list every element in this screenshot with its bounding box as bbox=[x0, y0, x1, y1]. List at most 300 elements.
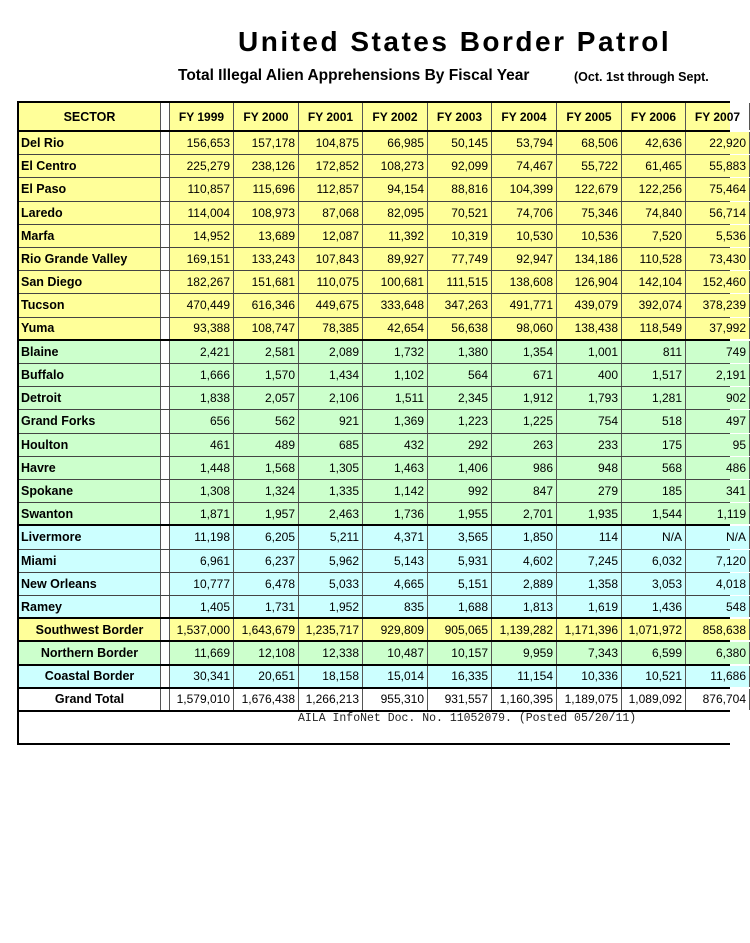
total-row bbox=[19, 619, 746, 642]
value-cell: 568 bbox=[622, 457, 686, 479]
value-cell: 10,521 bbox=[622, 666, 686, 687]
value-cell: 114 bbox=[557, 526, 622, 548]
value-cell: 1,380 bbox=[428, 341, 492, 363]
date-range-note: (Oct. 1st through Sept. bbox=[574, 70, 709, 84]
value-cell: 1,666 bbox=[170, 364, 234, 386]
value-cell: 876,704 bbox=[686, 689, 750, 710]
value-cell: 1,957 bbox=[234, 503, 299, 524]
value-cell: 1,335 bbox=[299, 480, 363, 502]
value-cell: 7,520 bbox=[622, 225, 686, 247]
value-cell: 53,794 bbox=[492, 132, 557, 154]
value-cell: 142,104 bbox=[622, 271, 686, 293]
value-cell: 439,079 bbox=[557, 294, 622, 316]
value-cell: 11,154 bbox=[492, 666, 557, 687]
value-cell: 1,619 bbox=[557, 596, 622, 617]
column-gap bbox=[161, 225, 170, 247]
value-cell: 10,536 bbox=[557, 225, 622, 247]
value-cell: 152,460 bbox=[686, 271, 750, 293]
column-gap bbox=[161, 155, 170, 177]
value-cell: 6,599 bbox=[622, 642, 686, 663]
value-cell: 77,749 bbox=[428, 248, 492, 270]
value-cell: 656 bbox=[170, 410, 234, 432]
value-cell: 108,747 bbox=[234, 318, 299, 339]
value-cell: 2,701 bbox=[492, 503, 557, 524]
value-cell: 2,889 bbox=[492, 573, 557, 595]
value-cell: 56,638 bbox=[428, 318, 492, 339]
sector-row bbox=[19, 178, 746, 201]
value-cell: 94,154 bbox=[363, 178, 428, 200]
value-cell: 1,952 bbox=[299, 596, 363, 617]
value-cell: 88,816 bbox=[428, 178, 492, 200]
table-header-row bbox=[19, 103, 741, 132]
value-cell: 157,178 bbox=[234, 132, 299, 154]
value-cell: 10,319 bbox=[428, 225, 492, 247]
value-cell: 82,095 bbox=[363, 202, 428, 224]
sector-name: Buffalo bbox=[19, 364, 161, 386]
value-cell: 1,189,075 bbox=[557, 689, 622, 710]
value-cell: 100,681 bbox=[363, 271, 428, 293]
value-cell: 225,279 bbox=[170, 155, 234, 177]
value-cell: 5,033 bbox=[299, 573, 363, 595]
column-gap bbox=[161, 596, 170, 617]
value-cell: 10,777 bbox=[170, 573, 234, 595]
apprehensions-table bbox=[17, 101, 746, 745]
sector-row bbox=[19, 550, 746, 573]
value-cell: 42,636 bbox=[622, 132, 686, 154]
value-cell: 75,464 bbox=[686, 178, 750, 200]
value-cell: 11,392 bbox=[363, 225, 428, 247]
value-cell: 10,157 bbox=[428, 642, 492, 663]
value-cell: 1,838 bbox=[170, 387, 234, 409]
value-cell: 3,053 bbox=[622, 573, 686, 595]
value-cell: 497 bbox=[686, 410, 750, 432]
sector-row bbox=[19, 132, 746, 155]
value-cell: 671 bbox=[492, 364, 557, 386]
value-cell: 104,399 bbox=[492, 178, 557, 200]
value-cell: 66,985 bbox=[363, 132, 428, 154]
value-cell: 115,696 bbox=[234, 178, 299, 200]
sector-name: Grand Forks bbox=[19, 410, 161, 432]
total-row bbox=[19, 642, 746, 665]
value-cell: 87,068 bbox=[299, 202, 363, 224]
value-cell: 3,565 bbox=[428, 526, 492, 548]
sector-row bbox=[19, 155, 746, 178]
value-cell: 470,449 bbox=[170, 294, 234, 316]
sector-row bbox=[19, 225, 746, 248]
column-gap bbox=[161, 573, 170, 595]
value-cell: 400 bbox=[557, 364, 622, 386]
value-cell: 15,014 bbox=[363, 666, 428, 687]
total-label: Coastal Border bbox=[19, 666, 161, 687]
value-cell: 279 bbox=[557, 480, 622, 502]
value-cell: 1,570 bbox=[234, 364, 299, 386]
value-cell: 1,139,282 bbox=[492, 619, 557, 640]
value-cell: 1,281 bbox=[622, 387, 686, 409]
value-cell: 1,436 bbox=[622, 596, 686, 617]
sector-row bbox=[19, 596, 746, 619]
value-cell: 2,421 bbox=[170, 341, 234, 363]
sector-row bbox=[19, 480, 746, 503]
value-cell: 138,608 bbox=[492, 271, 557, 293]
value-cell: 5,962 bbox=[299, 550, 363, 572]
page-title: United States Border Patrol bbox=[238, 26, 672, 57]
sector-name: Miami bbox=[19, 550, 161, 572]
value-cell: 1,643,679 bbox=[234, 619, 299, 640]
value-cell: 1,160,395 bbox=[492, 689, 557, 710]
sector-name: Houlton bbox=[19, 434, 161, 456]
value-cell: 1,324 bbox=[234, 480, 299, 502]
value-cell: 749 bbox=[686, 341, 750, 363]
value-cell: 518 bbox=[622, 410, 686, 432]
value-cell: 114,004 bbox=[170, 202, 234, 224]
value-cell: 122,256 bbox=[622, 178, 686, 200]
value-cell: 341 bbox=[686, 480, 750, 502]
value-cell: 1,406 bbox=[428, 457, 492, 479]
value-cell: 74,467 bbox=[492, 155, 557, 177]
value-cell: 992 bbox=[428, 480, 492, 502]
year-header: FY 2000 bbox=[234, 103, 299, 130]
sector-row bbox=[19, 503, 746, 526]
value-cell: 489 bbox=[234, 434, 299, 456]
value-cell: 1,935 bbox=[557, 503, 622, 524]
column-gap bbox=[161, 457, 170, 479]
sector-name: San Diego bbox=[19, 271, 161, 293]
value-cell: 811 bbox=[622, 341, 686, 363]
value-cell: 1,354 bbox=[492, 341, 557, 363]
value-cell: 5,931 bbox=[428, 550, 492, 572]
column-gap bbox=[161, 178, 170, 200]
value-cell: 378,239 bbox=[686, 294, 750, 316]
value-cell: 10,530 bbox=[492, 225, 557, 247]
value-cell: 6,032 bbox=[622, 550, 686, 572]
value-cell: 42,654 bbox=[363, 318, 428, 339]
value-cell: 151,681 bbox=[234, 271, 299, 293]
value-cell: 1,235,717 bbox=[299, 619, 363, 640]
value-cell: 4,665 bbox=[363, 573, 428, 595]
value-cell: 14,952 bbox=[170, 225, 234, 247]
column-gap bbox=[161, 642, 170, 663]
value-cell: 1,369 bbox=[363, 410, 428, 432]
value-cell: 95 bbox=[686, 434, 750, 456]
value-cell: 847 bbox=[492, 480, 557, 502]
sector-name: Del Rio bbox=[19, 132, 161, 154]
sector-name: Marfa bbox=[19, 225, 161, 247]
value-cell: 548 bbox=[686, 596, 750, 617]
value-cell: 2,057 bbox=[234, 387, 299, 409]
value-cell: 1,676,438 bbox=[234, 689, 299, 710]
value-cell: 1,358 bbox=[557, 573, 622, 595]
value-cell: 108,273 bbox=[363, 155, 428, 177]
value-cell: 986 bbox=[492, 457, 557, 479]
value-cell: 1,511 bbox=[363, 387, 428, 409]
column-gap bbox=[161, 689, 170, 710]
value-cell: 133,243 bbox=[234, 248, 299, 270]
value-cell: 1,955 bbox=[428, 503, 492, 524]
value-cell: 1,568 bbox=[234, 457, 299, 479]
value-cell: 22,920 bbox=[686, 132, 750, 154]
value-cell: 1,119 bbox=[686, 503, 750, 524]
value-cell: 931,557 bbox=[428, 689, 492, 710]
value-cell: 449,675 bbox=[299, 294, 363, 316]
value-cell: 11,686 bbox=[686, 666, 750, 687]
column-gap bbox=[161, 480, 170, 502]
value-cell: 6,961 bbox=[170, 550, 234, 572]
value-cell: 921 bbox=[299, 410, 363, 432]
value-cell: 1,089,092 bbox=[622, 689, 686, 710]
sector-row bbox=[19, 410, 746, 433]
value-cell: 126,904 bbox=[557, 271, 622, 293]
value-cell: 10,487 bbox=[363, 642, 428, 663]
value-cell: 55,722 bbox=[557, 155, 622, 177]
value-cell: 70,521 bbox=[428, 202, 492, 224]
total-label: Grand Total bbox=[19, 689, 161, 710]
column-gap bbox=[161, 550, 170, 572]
value-cell: 1,736 bbox=[363, 503, 428, 524]
value-cell: 858,638 bbox=[686, 619, 750, 640]
value-cell: 73,430 bbox=[686, 248, 750, 270]
value-cell: 564 bbox=[428, 364, 492, 386]
value-cell: 107,843 bbox=[299, 248, 363, 270]
value-cell: 754 bbox=[557, 410, 622, 432]
value-cell: 13,689 bbox=[234, 225, 299, 247]
value-cell: 68,506 bbox=[557, 132, 622, 154]
value-cell: 118,549 bbox=[622, 318, 686, 339]
value-cell: 4,602 bbox=[492, 550, 557, 572]
year-header: FY 2007 bbox=[686, 103, 750, 130]
value-cell: 929,809 bbox=[363, 619, 428, 640]
sector-row bbox=[19, 364, 746, 387]
value-cell: 104,875 bbox=[299, 132, 363, 154]
sector-name: Swanton bbox=[19, 503, 161, 524]
year-header: FY 2004 bbox=[492, 103, 557, 130]
value-cell: 74,706 bbox=[492, 202, 557, 224]
value-cell: 98,060 bbox=[492, 318, 557, 339]
value-cell: 5,211 bbox=[299, 526, 363, 548]
sector-row bbox=[19, 573, 746, 596]
column-gap bbox=[161, 341, 170, 363]
value-cell: 5,536 bbox=[686, 225, 750, 247]
value-cell: 1,142 bbox=[363, 480, 428, 502]
sector-row bbox=[19, 457, 746, 480]
value-cell: 2,345 bbox=[428, 387, 492, 409]
value-cell: 89,927 bbox=[363, 248, 428, 270]
value-cell: 1,871 bbox=[170, 503, 234, 524]
value-cell: 110,075 bbox=[299, 271, 363, 293]
sector-header: SECTOR bbox=[19, 103, 161, 130]
column-gap bbox=[161, 103, 170, 130]
value-cell: 292 bbox=[428, 434, 492, 456]
column-gap bbox=[161, 526, 170, 548]
value-cell: 9,959 bbox=[492, 642, 557, 663]
column-gap bbox=[161, 434, 170, 456]
value-cell: 263 bbox=[492, 434, 557, 456]
value-cell: 948 bbox=[557, 457, 622, 479]
value-cell: 1,731 bbox=[234, 596, 299, 617]
column-gap bbox=[161, 410, 170, 432]
sector-name: El Paso bbox=[19, 178, 161, 200]
value-cell: 562 bbox=[234, 410, 299, 432]
value-cell: 108,973 bbox=[234, 202, 299, 224]
value-cell: 1,463 bbox=[363, 457, 428, 479]
sector-name: Detroit bbox=[19, 387, 161, 409]
value-cell: 61,465 bbox=[622, 155, 686, 177]
column-gap bbox=[161, 132, 170, 154]
value-cell: 122,679 bbox=[557, 178, 622, 200]
value-cell: 1,405 bbox=[170, 596, 234, 617]
sector-row bbox=[19, 526, 746, 549]
value-cell: 7,343 bbox=[557, 642, 622, 663]
value-cell: 6,380 bbox=[686, 642, 750, 663]
value-cell: 138,438 bbox=[557, 318, 622, 339]
total-row bbox=[19, 689, 746, 712]
value-cell: 5,151 bbox=[428, 573, 492, 595]
value-cell: 110,528 bbox=[622, 248, 686, 270]
value-cell: 1,171,396 bbox=[557, 619, 622, 640]
column-gap bbox=[161, 294, 170, 316]
column-gap bbox=[161, 503, 170, 524]
value-cell: 12,087 bbox=[299, 225, 363, 247]
value-cell: 134,186 bbox=[557, 248, 622, 270]
value-cell: 6,237 bbox=[234, 550, 299, 572]
value-cell: 1,517 bbox=[622, 364, 686, 386]
column-gap bbox=[161, 666, 170, 687]
value-cell: 2,106 bbox=[299, 387, 363, 409]
value-cell: 1,102 bbox=[363, 364, 428, 386]
value-cell: 74,840 bbox=[622, 202, 686, 224]
value-cell: 347,263 bbox=[428, 294, 492, 316]
value-cell: 10,336 bbox=[557, 666, 622, 687]
sector-name: Tucson bbox=[19, 294, 161, 316]
year-header: FY 2005 bbox=[557, 103, 622, 130]
value-cell: 1,448 bbox=[170, 457, 234, 479]
sector-name: El Centro bbox=[19, 155, 161, 177]
total-label: Northern Border bbox=[19, 642, 161, 663]
value-cell: 2,191 bbox=[686, 364, 750, 386]
value-cell: 461 bbox=[170, 434, 234, 456]
value-cell: N/A bbox=[622, 526, 686, 548]
value-cell: 50,145 bbox=[428, 132, 492, 154]
value-cell: 92,099 bbox=[428, 155, 492, 177]
value-cell: 1,813 bbox=[492, 596, 557, 617]
column-gap bbox=[161, 364, 170, 386]
column-gap bbox=[161, 271, 170, 293]
value-cell: 111,515 bbox=[428, 271, 492, 293]
column-gap bbox=[161, 619, 170, 640]
sector-row bbox=[19, 318, 746, 341]
year-header: FY 2001 bbox=[299, 103, 363, 130]
total-label: Southwest Border bbox=[19, 619, 161, 640]
value-cell: 156,653 bbox=[170, 132, 234, 154]
sector-name: Yuma bbox=[19, 318, 161, 339]
value-cell: 1,308 bbox=[170, 480, 234, 502]
value-cell: 1,305 bbox=[299, 457, 363, 479]
value-cell: 175 bbox=[622, 434, 686, 456]
sector-row bbox=[19, 434, 746, 457]
value-cell: 902 bbox=[686, 387, 750, 409]
column-gap bbox=[161, 387, 170, 409]
value-cell: 7,245 bbox=[557, 550, 622, 572]
value-cell: 1,732 bbox=[363, 341, 428, 363]
value-cell: 333,648 bbox=[363, 294, 428, 316]
value-cell: 4,371 bbox=[363, 526, 428, 548]
year-header: FY 2003 bbox=[428, 103, 492, 130]
value-cell: 233 bbox=[557, 434, 622, 456]
value-cell: 182,267 bbox=[170, 271, 234, 293]
value-cell: 55,883 bbox=[686, 155, 750, 177]
page-subtitle: Total Illegal Alien Apprehensions By Fiscal Year bbox=[178, 67, 530, 84]
value-cell: 11,198 bbox=[170, 526, 234, 548]
value-cell: 4,018 bbox=[686, 573, 750, 595]
value-cell: 93,388 bbox=[170, 318, 234, 339]
sector-name: New Orleans bbox=[19, 573, 161, 595]
value-cell: 18,158 bbox=[299, 666, 363, 687]
value-cell: 1,544 bbox=[622, 503, 686, 524]
value-cell: 238,126 bbox=[234, 155, 299, 177]
value-cell: 56,714 bbox=[686, 202, 750, 224]
value-cell: 491,771 bbox=[492, 294, 557, 316]
value-cell: 30,341 bbox=[170, 666, 234, 687]
value-cell: 12,108 bbox=[234, 642, 299, 663]
sector-name: Ramey bbox=[19, 596, 161, 617]
column-gap bbox=[161, 248, 170, 270]
value-cell: 1,850 bbox=[492, 526, 557, 548]
value-cell: 75,346 bbox=[557, 202, 622, 224]
value-cell: 2,089 bbox=[299, 341, 363, 363]
value-cell: 1,793 bbox=[557, 387, 622, 409]
year-header: FY 1999 bbox=[170, 103, 234, 130]
value-cell: 37,992 bbox=[686, 318, 750, 339]
sector-name: Rio Grande Valley bbox=[19, 248, 161, 270]
value-cell: 11,669 bbox=[170, 642, 234, 663]
value-cell: 432 bbox=[363, 434, 428, 456]
value-cell: 685 bbox=[299, 434, 363, 456]
value-cell: 392,074 bbox=[622, 294, 686, 316]
column-gap bbox=[161, 318, 170, 339]
value-cell: 20,651 bbox=[234, 666, 299, 687]
column-gap bbox=[161, 202, 170, 224]
value-cell: 185 bbox=[622, 480, 686, 502]
sector-name: Laredo bbox=[19, 202, 161, 224]
document-watermark: AILA InfoNet Doc. No. 11052079. (Posted 05/20/11) bbox=[298, 712, 637, 725]
value-cell: 486 bbox=[686, 457, 750, 479]
sector-name: Blaine bbox=[19, 341, 161, 363]
value-cell: 169,151 bbox=[170, 248, 234, 270]
value-cell: 2,581 bbox=[234, 341, 299, 363]
value-cell: 16,335 bbox=[428, 666, 492, 687]
sector-row bbox=[19, 271, 746, 294]
sector-row bbox=[19, 387, 746, 410]
value-cell: 1,579,010 bbox=[170, 689, 234, 710]
value-cell: 12,338 bbox=[299, 642, 363, 663]
value-cell: 1,223 bbox=[428, 410, 492, 432]
value-cell: 6,205 bbox=[234, 526, 299, 548]
value-cell: 172,852 bbox=[299, 155, 363, 177]
value-cell: 92,947 bbox=[492, 248, 557, 270]
value-cell: 2,463 bbox=[299, 503, 363, 524]
value-cell: 835 bbox=[363, 596, 428, 617]
value-cell: 1,688 bbox=[428, 596, 492, 617]
value-cell: 1,434 bbox=[299, 364, 363, 386]
sector-row bbox=[19, 341, 746, 364]
value-cell: 1,225 bbox=[492, 410, 557, 432]
value-cell: 1,001 bbox=[557, 341, 622, 363]
value-cell: 616,346 bbox=[234, 294, 299, 316]
sector-name: Spokane bbox=[19, 480, 161, 502]
sector-name: Livermore bbox=[19, 526, 161, 548]
sector-row bbox=[19, 248, 746, 271]
value-cell: 6,478 bbox=[234, 573, 299, 595]
sector-row bbox=[19, 294, 746, 317]
